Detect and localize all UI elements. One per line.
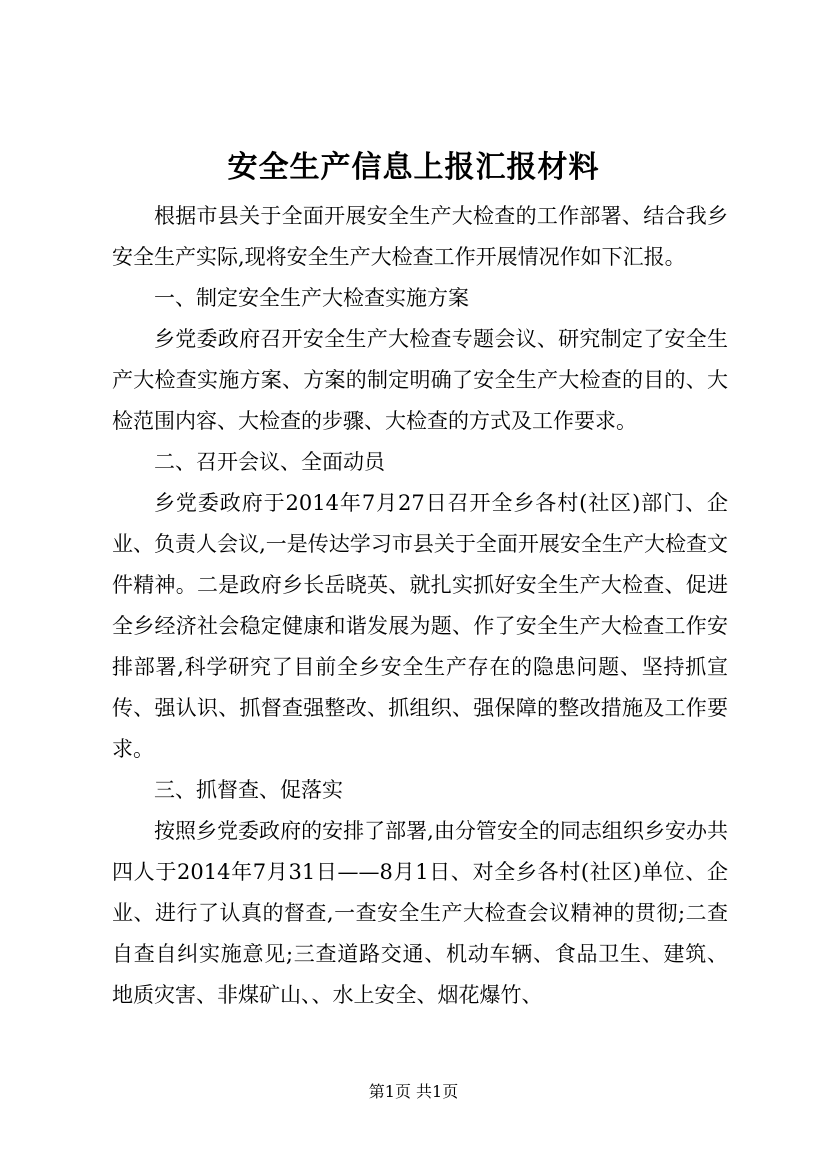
intro-paragraph: 根据市县关于全面开展安全生产大检查的工作部署、结合我乡安全生产实际,现将安全生产大检查工作开展情况作如下汇报。 <box>112 204 728 269</box>
section-paragraph-2: 乡党委政府于2014年7月27日召开全乡各村(社区)部门、企业、负责人会议,一是传达学习市县关于全面开展安全生产大检查文件精神。二是政府乡长岳晓英、就扎实抓好安全生产大检查、促进全乡经济社会稳定健康和谐发展为题、作了安全生产大检查工作安排部署,科学研究了目前全乡安全生产存在的隐患问题、坚持抓宣传、强认识、抓督查强整改、抓组织、强保障的整改措施及工作要求。 <box>112 491 728 761</box>
section-paragraph-1: 乡党委政府召开安全生产大检查专题会议、研究制定了安全生产大检查实施方案、方案的制定明确了安全生产大检查的目的、大检范围内容、大检查的步骤、大检查的方式及工作要求。 <box>112 327 728 433</box>
page-number: 第1页 共1页 <box>368 1082 459 1101</box>
section-paragraph-3: 按照乡党委政府的安排了部署,由分管安全的同志组织乡安办共四人于2014年7月31日——8月1日、对全乡各村(社区)单位、企业、进行了认真的督查,一查安全生产大检查会议精神的贯彻;二查自查自纠实施意见;三查道路交通、机动车辆、食品卫生、建筑、地质灾害、非煤矿山、、水上安全、烟花爆竹、 <box>112 819 728 1007</box>
section-heading-1: 一、制定安全生产大检查实施方案 <box>154 286 469 310</box>
document-title: 安全生产信息上报汇报材料 <box>227 150 600 185</box>
section-heading-2: 二、召开会议、全面动员 <box>154 450 385 474</box>
section-heading-3: 三、抓督查、促落实 <box>154 778 343 802</box>
document-body <box>112 196 728 1016</box>
